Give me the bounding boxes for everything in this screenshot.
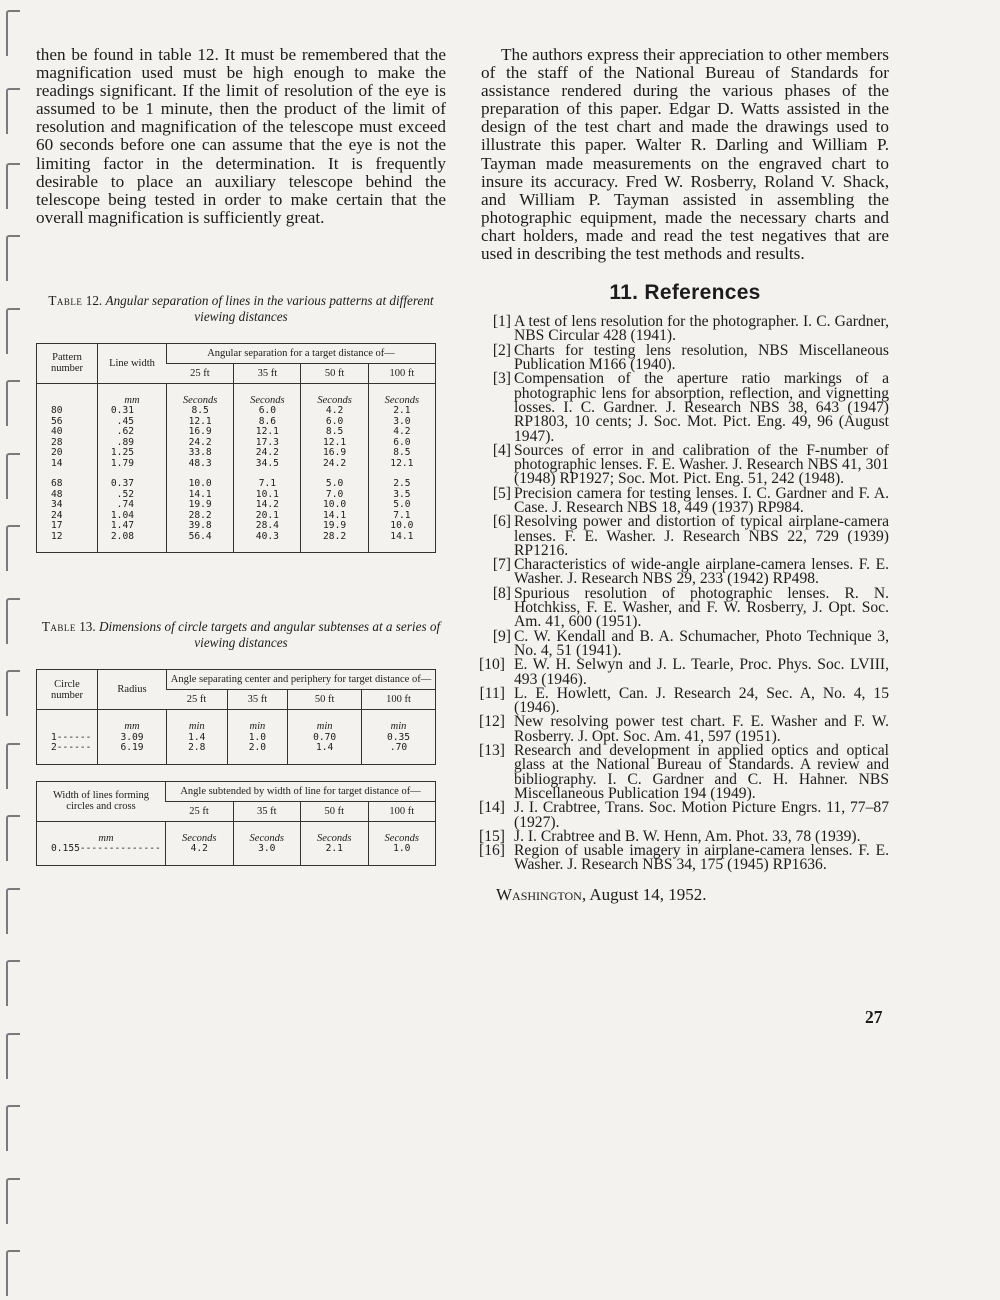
angle-value: 12.1 [234, 427, 301, 438]
gap-cell [301, 542, 368, 553]
binder-holes [0, 0, 30, 1300]
table13-number: 13. [79, 619, 96, 635]
angle-value: 0.35 [362, 733, 436, 744]
reference-number: [15] [479, 827, 505, 845]
acknowledgment-paragraph: The authors express their appreciation to other members of the staff of the National Bureau of Standards for assistance rendered during the various phases of the preparation of this paper. Edgar D. Watts assisted in the design of the test chart and made the drawings used to illustrate this paper. Walter R. Darling and William P. Tayman made measurements on the engraved chart to insure its accuracy. Fred W. Rosberry, Roland V. Shack, and William P. Tayman assisted in assembling the photographic equipment, made the necessary charts and chart holders, made and read the test negatives that are used in describing the test methods and results. [481, 45, 889, 264]
unit-width: mm [98, 383, 167, 406]
angle-value: 14.1 [301, 511, 368, 522]
unit-angle: Seconds [166, 821, 234, 844]
gap-cell [37, 542, 98, 553]
signoff-date: August 14, 1952. [589, 884, 707, 904]
reference-text: J. I. Crabtree, Trans. Soc. Motion Picture Engrs. 11, 77–87 (1927). [514, 799, 889, 831]
angle-value: .70 [362, 743, 436, 754]
reference-number: [11] [479, 684, 505, 702]
distance-header: 25 ft [166, 801, 234, 821]
reference-number: [4] [492, 441, 511, 459]
reference-number: [9] [492, 627, 511, 645]
reference-number: [12] [479, 713, 505, 731]
table13b-head-width: Width of lines forming circles and cross [37, 781, 166, 821]
reference-item [479, 684, 889, 717]
line-width: 0.155-------------- [51, 843, 161, 855]
reference-text: Region of usable imagery in airplane-camera lenses. F. E. Washer. J. Research NBS 34, 175 (1945) RP1636. [514, 842, 889, 874]
table12-head-pattern: Pattern number [37, 343, 98, 383]
reference-text: Spurious resolution of photographic lenses. R. N. Hotchkiss, F. E. Washer, and F. W. Rosberry, J. Opt. Soc. Am. 41, 600 (1951). [514, 584, 889, 631]
unit-angle: min [362, 710, 436, 733]
line-width: 1.04 [98, 511, 167, 522]
unit-angle: min [288, 710, 362, 733]
table13a [36, 669, 436, 765]
angle-value: 56.4 [167, 532, 234, 543]
angle-value: 4.2 [166, 844, 234, 855]
reference-item [481, 715, 889, 744]
reference-number: [8] [492, 584, 511, 602]
unit-angle: Seconds [301, 821, 369, 844]
pattern-number: 24 [51, 509, 63, 521]
angle-value: 24.2 [167, 438, 234, 449]
angle-value: 1.0 [368, 844, 436, 855]
line-width: 1.79 [98, 459, 167, 470]
table-row [37, 448, 436, 459]
pattern-number: 56 [51, 415, 63, 427]
angle-value: 10.0 [368, 521, 435, 532]
table12 [36, 343, 436, 554]
pattern-number: 17 [51, 520, 63, 532]
reference-text: Research and development in applied optics and optical glass at the National Bureau of Standards. A review and bibliography. I. C. Gardner and C. H. Hahner. NBS Miscellaneous Publication 194 (1949). [514, 742, 889, 802]
angle-value: 16.9 [167, 427, 234, 438]
line-width: .52 [98, 490, 167, 501]
reference-item [481, 627, 889, 659]
angle-value: 28.2 [301, 532, 368, 543]
reference-number: [5] [492, 484, 511, 502]
signoff [496, 885, 889, 905]
distance-header: 35 ft [234, 363, 301, 383]
angle-value: 12.1 [167, 417, 234, 428]
reference-item [481, 441, 889, 488]
distance-header: 100 ft [368, 363, 435, 383]
table-row [37, 521, 436, 532]
reference-item [481, 315, 889, 344]
pattern-number: 80 [51, 405, 63, 417]
reference-text: Charts for testing lens resolution, NBS Miscellaneous Publication M166 (1940). [514, 341, 889, 374]
unit-angle: Seconds [368, 383, 435, 406]
distance-header: 100 ft [362, 690, 436, 710]
gap-cell [301, 855, 369, 866]
angle-value: 4.2 [368, 427, 435, 438]
table13a-head-circle: Circle number [37, 670, 98, 710]
unit-angle: Seconds [368, 821, 436, 844]
circle-number: 2------ [51, 742, 92, 754]
angle-value: 12.1 [301, 438, 368, 449]
line-width: .74 [98, 500, 167, 511]
gap-cell [37, 469, 98, 479]
reference-number: [7] [492, 556, 511, 574]
distance-header: 50 ft [301, 801, 369, 821]
angle-value: 14.1 [167, 490, 234, 501]
table-row [37, 417, 436, 428]
gap-cell [368, 855, 436, 866]
angle-value: 1.4 [167, 733, 228, 744]
reference-text: New resolving power test chart. F. E. Washer and F. W. Rosberry. J. Opt. Soc. Am. 41, 597 (1951). [514, 713, 889, 745]
gap-cell [98, 542, 167, 553]
gap-cell [227, 754, 288, 765]
reference-text: Compensation of the aperture ratio markings of a photographic lens for absorption, reflection, and vignetting losses. I. C. Gardner. J. Research NBS 38, 643 (1947) RP1803, 10 cents; J. Soc. Mot. Pict. Eng. 49, 96 (August 1947). [514, 370, 889, 445]
table-row [37, 406, 436, 417]
references-heading: 11. References [609, 281, 761, 305]
angle-value: 28.2 [167, 511, 234, 522]
unit-radius: mm [98, 710, 167, 733]
reference-item [481, 515, 889, 558]
angle-value: 20.1 [234, 511, 301, 522]
reference-number: [16] [479, 842, 505, 860]
left-paragraph: then be found in table 12. It must be remembered that the magnification used must be high enough to make the readings significant. If the limit of resolution of the eye is assumed to be 1 minute, then the product of the limit of resolution and magnification of the telescope must exceed 60 seconds before one can assume that the eye is not the limiting factor in the determination. It is frequently desirable to place an auxiliary telescope behind the telescope being tested in order to make certain that the overall magnification is sufficiently great. [36, 45, 446, 227]
line-width: 0.37 [98, 479, 167, 490]
gap-cell [288, 754, 362, 765]
table-row [37, 511, 436, 522]
unit-angle: Seconds [233, 821, 301, 844]
table13a-head-radius: Radius [98, 670, 167, 710]
table12-head-width: Line width [98, 343, 167, 383]
reference-text: A test of lens resolution for the photographer. I. C. Gardner, NBS Circular 428 (1941). [514, 313, 889, 345]
references-list [481, 315, 889, 873]
table12-label: Table [48, 292, 83, 308]
unit-angle: Seconds [301, 383, 368, 406]
reference-text: Characteristics of wide-angle airplane-camera lenses. F. E. Washer. J. Research NBS 29, 233 (1942) RP498. [514, 556, 889, 588]
distance-header: 50 ft [288, 690, 362, 710]
table12-caption [36, 293, 446, 325]
table-row [37, 427, 436, 438]
angle-value: 34.5 [234, 459, 301, 470]
table12-head-group: Angular separation for a target distance of— [167, 343, 436, 363]
reference-number: [3] [492, 370, 511, 388]
gap-cell [233, 855, 301, 866]
unit-angle: Seconds [234, 383, 301, 406]
reference-text: Resolving power and distortion of typical airplane-camera lenses. F. E. Washer. J. Research NBS 22, 729 (1939) RP1216. [514, 513, 889, 559]
reference-item [481, 844, 889, 873]
page-number: 27 [865, 1007, 883, 1027]
reference-number: [2] [492, 341, 511, 359]
table-row [37, 844, 436, 855]
gap-cell [167, 542, 234, 553]
angle-value: 2.0 [227, 743, 288, 754]
distance-header: 100 ft [368, 801, 436, 821]
reference-text: Precision camera for testing lenses. I. C. Gardner and F. A. Case. J. Research NBS 18, 449 (1937) RP984. [514, 484, 889, 516]
angle-value: 2.5 [368, 479, 435, 490]
table13-caption-text: Dimensions of circle targets and angular subtenses at a series of viewing distances [98, 619, 441, 651]
angle-value: 7.1 [234, 479, 301, 490]
angle-value: 19.9 [167, 500, 234, 511]
angle-value: 7.0 [301, 490, 368, 501]
left-column [36, 46, 446, 866]
gap-cell [166, 855, 234, 866]
unit-cell [37, 383, 98, 406]
reference-number: [14] [479, 799, 505, 817]
angle-value: 14.1 [368, 532, 435, 543]
pattern-number: 34 [51, 499, 63, 511]
reference-number: [6] [492, 513, 511, 531]
table13b-head-group: Angle subtended by width of line for target distance of— [166, 781, 436, 801]
table12-number: 12. [85, 292, 103, 308]
reference-text: J. I. Crabtree and B. W. Henn, Am. Phot. 33, 78 (1939). [514, 827, 861, 845]
angle-value: 8.6 [234, 417, 301, 428]
line-width: .62 [98, 427, 167, 438]
reference-item [481, 584, 889, 631]
table13-caption [36, 619, 446, 651]
reference-number: [10] [479, 656, 505, 674]
gap-cell [37, 754, 98, 765]
distance-header: 35 ft [233, 801, 301, 821]
gap-cell [362, 754, 436, 765]
angle-value: 12.1 [368, 459, 435, 470]
angle-value: 6.0 [301, 417, 368, 428]
distance-header: 25 ft [167, 363, 234, 383]
table13-label: Table [41, 619, 76, 635]
table-row [37, 532, 436, 543]
angle-value: 5.0 [301, 479, 368, 490]
reference-number: [13] [479, 742, 505, 760]
angle-value: 16.9 [301, 448, 368, 459]
angle-value: 48.3 [167, 459, 234, 470]
pattern-number: 40 [51, 426, 63, 438]
angle-value: 6.0 [368, 438, 435, 449]
angle-value: 8.5 [167, 406, 234, 417]
angle-value: 24.2 [301, 459, 368, 470]
angle-value: 3.0 [233, 844, 301, 855]
angle-value: 6.0 [234, 406, 301, 417]
unit-width: mm [98, 832, 114, 844]
angle-value: 2.8 [167, 743, 228, 754]
pattern-number: 12 [51, 530, 63, 542]
table-row [37, 500, 436, 511]
reference-item [481, 484, 889, 516]
reference-item [481, 341, 889, 374]
line-width: 2.08 [98, 532, 167, 543]
angle-value: 5.0 [368, 500, 435, 511]
pattern-number: 48 [51, 488, 63, 500]
line-width: 1.47 [98, 521, 167, 532]
angle-value: 0.70 [288, 733, 362, 744]
gap-cell [368, 542, 435, 553]
gap-cell [37, 855, 166, 866]
reference-text: C. W. Kendall and B. A. Schumacher, Photo Technique 3, No. 4, 51 (1941). [514, 627, 889, 659]
distance-header: 50 ft [301, 363, 368, 383]
angle-value: 3.0 [368, 417, 435, 428]
angle-value: 10.0 [167, 479, 234, 490]
unit-angle: Seconds [167, 383, 234, 406]
angle-value: 33.8 [167, 448, 234, 459]
pattern-number: 20 [51, 447, 63, 459]
table13a-head-group: Angle separating center and periphery for target distance of— [167, 670, 436, 690]
gap-cell [167, 754, 228, 765]
angle-value: 19.9 [301, 521, 368, 532]
angle-value: 10.1 [234, 490, 301, 501]
line-width: 1.25 [98, 448, 167, 459]
table-row [37, 438, 436, 449]
line-width: 0.31 [98, 406, 167, 417]
reference-text: E. W. H. Selwyn and J. L. Tearle, Proc. Phys. Soc. LVIII, 493 (1946). [514, 656, 889, 688]
angle-value: 4.2 [301, 406, 368, 417]
reference-text: Sources of error in and calibration of the F-number of photographic lenses. F. E. Washer. J. Research NBS 41, 301 (1948) RP1927; Soc. Mot. Pict. Eng. 51, 242 (1948). [514, 441, 889, 488]
unit-angle: min [227, 710, 288, 733]
angle-value: 17.3 [234, 438, 301, 449]
angle-value: 2.1 [301, 844, 369, 855]
circle-number: 1------ [51, 731, 92, 743]
gap-cell [98, 754, 167, 765]
angle-value: 39.8 [167, 521, 234, 532]
table12-caption-text: Angular separation of lines in the various patterns at different viewing distances [105, 292, 434, 324]
radius-value: 3.09 [98, 733, 167, 744]
line-width: .89 [98, 438, 167, 449]
table-row [37, 479, 436, 490]
pattern-number: 28 [51, 436, 63, 448]
line-width: .45 [98, 417, 167, 428]
reference-item [481, 558, 889, 587]
angle-value: 24.2 [234, 448, 301, 459]
unit-angle: min [167, 710, 228, 733]
table-row [37, 459, 436, 470]
angle-value: 10.0 [301, 500, 368, 511]
reference-number: [1] [492, 313, 511, 331]
reference-item [481, 372, 889, 443]
radius-value: 6.19 [98, 743, 167, 754]
table-row [37, 733, 436, 744]
angle-value: 8.5 [301, 427, 368, 438]
table-row [37, 490, 436, 501]
signoff-place: Washington, [496, 884, 587, 904]
unit-cell [37, 710, 98, 733]
angle-value: 1.0 [227, 733, 288, 744]
angle-value: 28.4 [234, 521, 301, 532]
right-column [481, 46, 889, 905]
angle-value: 3.5 [368, 490, 435, 501]
angle-value: 14.2 [234, 500, 301, 511]
angle-value: 2.1 [368, 406, 435, 417]
pattern-number: 14 [51, 457, 63, 469]
table13b [36, 781, 436, 866]
reference-text: L. E. Howlett, Can. J. Research 24, Sec. A, No. 4, 15 (1946). [514, 684, 889, 717]
angle-value: 8.5 [368, 448, 435, 459]
reference-item [481, 658, 889, 687]
pattern-number: 68 [51, 478, 63, 490]
angle-value: 7.1 [368, 511, 435, 522]
reference-item [481, 744, 889, 801]
gap-cell [234, 542, 301, 553]
angle-value: 40.3 [234, 532, 301, 543]
distance-header: 35 ft [227, 690, 288, 710]
reference-item [481, 801, 889, 830]
distance-header: 25 ft [167, 690, 228, 710]
angle-value: 1.4 [288, 743, 362, 754]
table-row [37, 743, 436, 754]
